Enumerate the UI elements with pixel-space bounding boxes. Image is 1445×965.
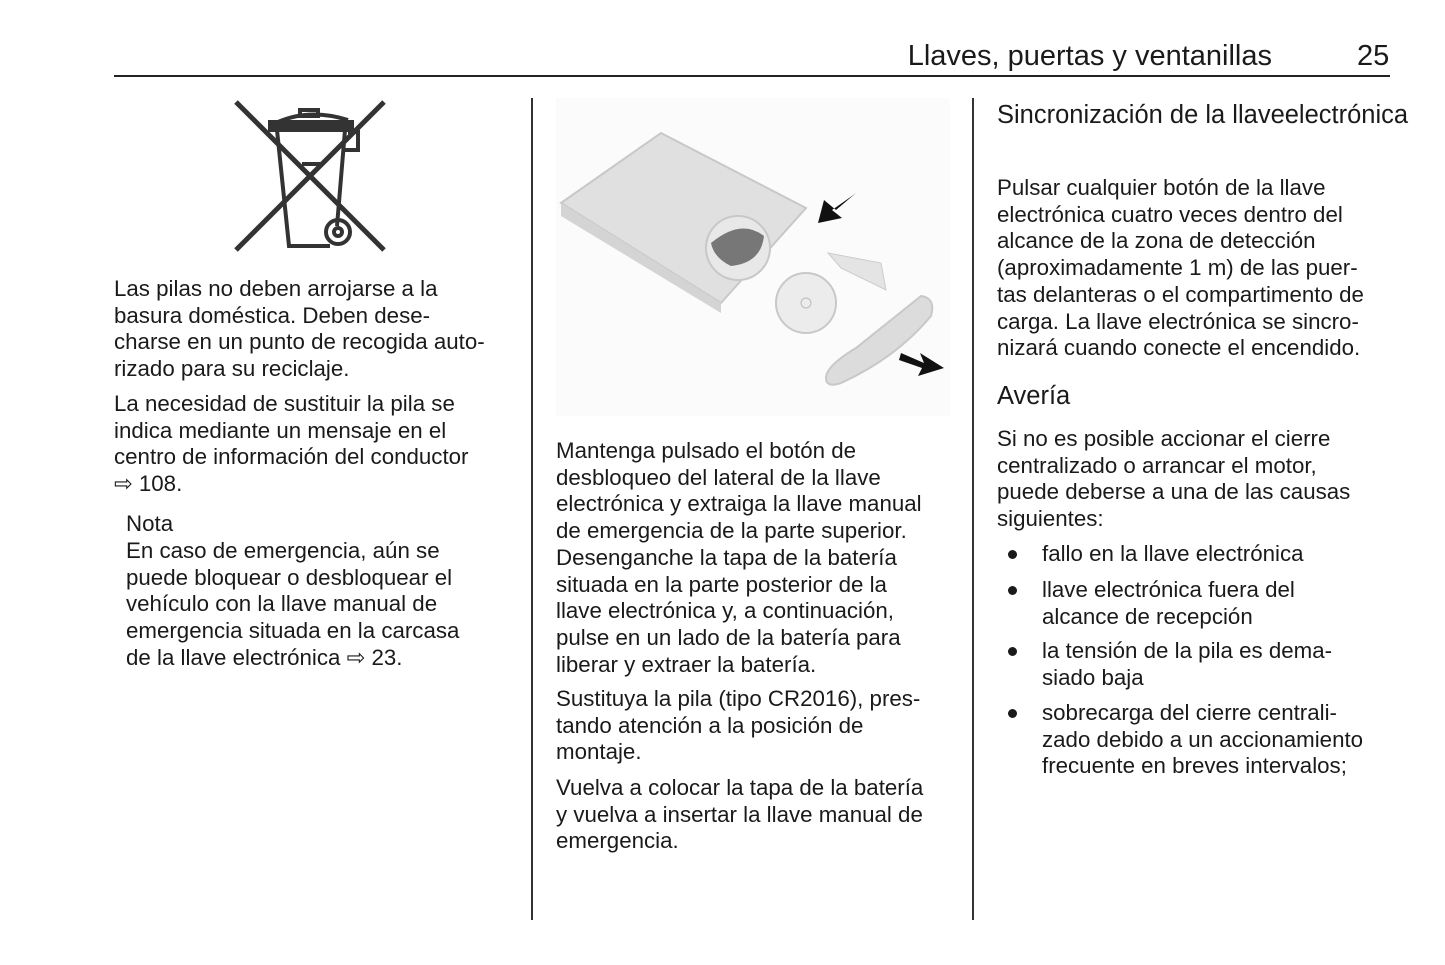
paragraph-synchronization <box>997 175 1364 362</box>
text-line: ⇨ 108. <box>114 471 183 497</box>
heading-synchronization <box>997 100 1408 130</box>
text-line: llave electrónica fuera del <box>1042 577 1295 602</box>
text-line: puede deberse a una de las causas <box>997 479 1351 505</box>
text-line: Desenganche la tapa de la batería <box>556 544 897 570</box>
text-line: Sustituya la pila (tipo CR2016), pres- <box>556 686 921 711</box>
bullet-item <box>1042 638 1332 691</box>
text-line: emergencia. <box>556 828 679 854</box>
text-line: de la llave electrónica ⇨ 23. <box>126 644 403 670</box>
paragraph-battery-disposal <box>114 276 485 383</box>
text-line: rizado para su reciclaje. <box>114 356 350 382</box>
crossed-out-bin-icon <box>230 98 390 256</box>
text-line: pulse en un lado de la batería para <box>556 624 901 650</box>
text-line: alcance de la zona de detección <box>997 228 1316 254</box>
text-line: frecuente en breves intervalos; <box>1042 753 1347 779</box>
text-line: charse en un punto de recogida auto- <box>114 329 485 355</box>
text-line: Sincronización de la llave <box>997 101 1285 129</box>
paragraph-refit-cover <box>556 775 923 855</box>
header-rule <box>114 75 1390 77</box>
text-line: y vuelva a insertar la llave manual de <box>556 801 923 827</box>
text-line: liberar y extraer la batería. <box>556 651 817 677</box>
text-line: situada en la parte posterior de la <box>556 571 887 597</box>
bullet-item <box>1042 577 1295 630</box>
text-line: nizará cuando conecte el encendido. <box>997 335 1361 361</box>
text-line: En caso de emergencia, aún se <box>126 538 440 563</box>
text-line: Las pilas no deben arrojarse a la <box>114 276 438 301</box>
text-line: Vuelva a colocar la tapa de la batería <box>556 775 924 800</box>
paragraph-battery-message <box>114 391 468 498</box>
text-line: sobrecarga del cierre centrali- <box>1042 700 1337 725</box>
text-line: tando atención a la posición de <box>556 712 864 738</box>
text-line: la tensión de la pila es dema- <box>1042 638 1333 663</box>
page-number: 25 <box>1357 40 1390 72</box>
text-line: electrónica <box>1284 101 1409 129</box>
text-line: siguientes: <box>997 506 1104 532</box>
bullet-icon <box>1008 550 1017 559</box>
bullet-icon <box>1008 709 1017 718</box>
column-divider <box>531 98 533 920</box>
text-line: centro de información del conductor <box>114 444 469 470</box>
text-line: fallo en la llave electrónica <box>1042 541 1304 566</box>
text-line: de emergencia de la parte superior. <box>556 518 907 544</box>
text-line: alcance de recepción <box>1042 603 1253 629</box>
text-line: electrónica y extraiga la llave manual <box>556 491 922 517</box>
text-line: indica mediante un mensaje en el <box>114 417 447 443</box>
paragraph-remove-battery <box>556 438 922 678</box>
text-line: llave electrónica y, a continuación, <box>556 598 894 624</box>
column-divider <box>972 98 974 920</box>
bullet-icon <box>1008 647 1017 656</box>
text-line: puede bloquear o desbloquear el <box>126 564 453 590</box>
text-line: montaje. <box>556 739 642 765</box>
key-battery-illustration <box>556 98 950 416</box>
text-line: centralizado o arrancar el motor, <box>997 452 1317 478</box>
text-line: tas delanteras o el compartimento de <box>997 281 1364 307</box>
text-line: carga. La llave electrónica se sincro- <box>997 308 1359 334</box>
text-line: basura doméstica. Deben dese- <box>114 302 431 328</box>
bullet-item <box>1042 541 1304 568</box>
text-line: emergencia situada en la carcasa <box>126 618 460 644</box>
bullet-icon <box>1008 586 1017 595</box>
text-line: (aproximadamente 1 m) de las puer- <box>997 255 1358 281</box>
text-line: Si no es posible accionar el cierre <box>997 426 1331 451</box>
paragraph-replace-battery <box>556 686 920 766</box>
heading-fault: Avería <box>997 382 1071 410</box>
text-line: zado debido a un accionamiento <box>1042 726 1364 752</box>
text-line: vehículo con la llave manual de <box>126 591 438 617</box>
note-text <box>126 538 459 672</box>
paragraph-fault <box>997 426 1350 533</box>
text-line: Mantenga pulsado el botón de <box>556 438 857 463</box>
text-line: La necesidad de sustituir la pila se <box>114 391 455 416</box>
chapter-title: Llaves, puertas y ventanillas <box>907 40 1272 72</box>
text-line: desbloqueo del lateral de la llave <box>556 464 881 490</box>
text-line: Pulsar cualquier botón de la llave <box>997 175 1326 200</box>
bullet-item <box>1042 700 1363 780</box>
text-line: electrónica cuatro veces dentro del <box>997 201 1343 227</box>
note-title: Nota <box>126 511 174 536</box>
text-line: siado baja <box>1042 664 1144 690</box>
